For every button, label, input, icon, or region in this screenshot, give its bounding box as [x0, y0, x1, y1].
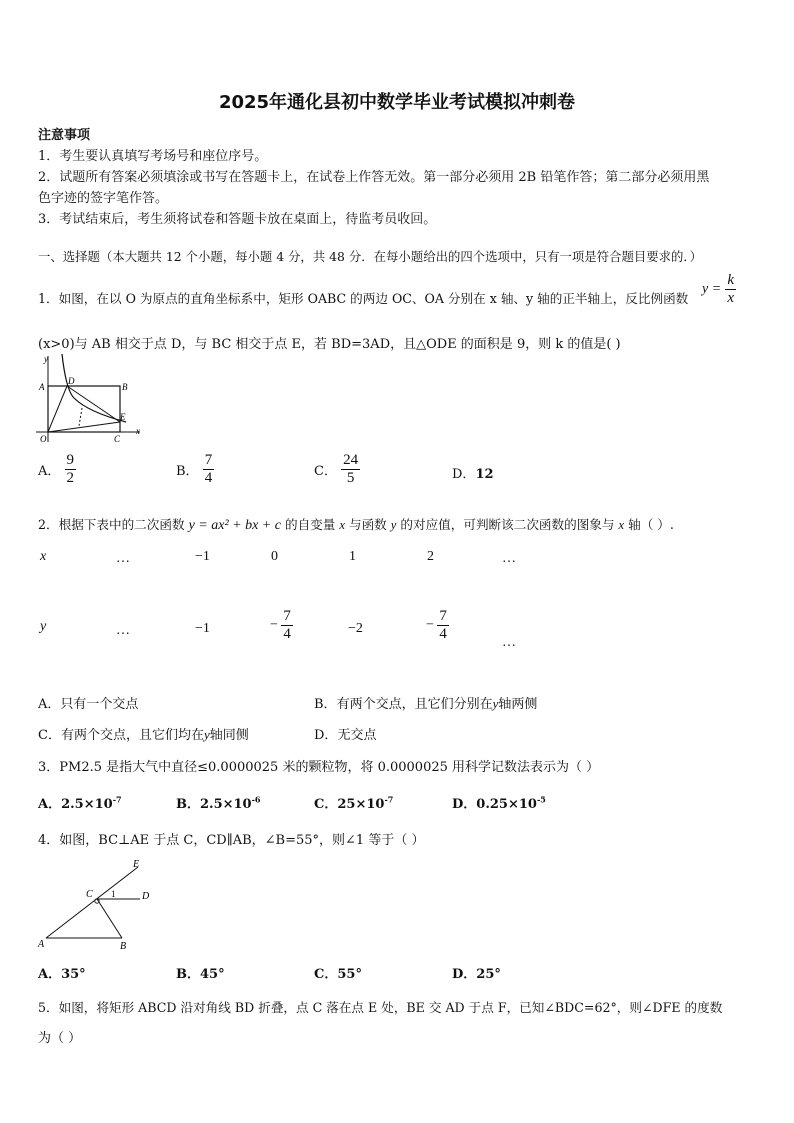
table-cell: 1	[349, 549, 356, 564]
table-cell-fraction	[270, 608, 293, 643]
section-heading: 一、选择题（本大题共 12 个小题，每小题 4 分，共 48 分．在每小题给出的四个选项中，只有一项是符合题目要求的．）	[38, 249, 702, 264]
fraction-sign: −	[426, 617, 434, 633]
option-fraction	[203, 452, 215, 487]
option-fraction	[341, 452, 360, 487]
option-exponent: -7	[112, 794, 122, 805]
option-label: C．	[38, 728, 61, 743]
figure-label: A	[39, 382, 45, 392]
table-cell: …	[116, 623, 130, 638]
option-label: A．	[38, 967, 62, 982]
option-text: 25×10	[337, 797, 385, 812]
fraction-numerator: 7	[439, 608, 447, 624]
figure-label: y	[44, 354, 48, 364]
table-cell: 0	[271, 549, 278, 564]
notice-item: 色字迹的签字笔作答。	[38, 191, 169, 206]
figure-label: D	[142, 891, 150, 902]
fraction-denominator: x	[727, 290, 734, 306]
option-label: D．	[452, 967, 477, 982]
fraction-numerator: 9	[66, 452, 75, 468]
figure-label: D	[68, 376, 75, 386]
table-cell: −2	[348, 621, 363, 636]
q2-variable: y	[390, 518, 397, 532]
q2-text-part: 2．根据下表中的二次函数	[38, 517, 185, 532]
figure-label: E	[133, 859, 140, 870]
fraction	[437, 608, 449, 643]
table-cell: −1	[195, 621, 210, 636]
q1-option-d[interactable]	[452, 463, 494, 482]
figure-label: x	[136, 426, 140, 436]
option-label: D．	[314, 728, 338, 743]
option-label: A．	[38, 697, 61, 712]
q5-text: 5．如图，将矩形 ABCD 沿对角线 BD 折叠，点 C 落在点 E 处，BE 交 AD 于点 F，已知∠BDC=62°，则∠DFE 的度数	[38, 1000, 723, 1015]
q1-text-continued: (x>0)与 AB 相交于点 D，与 BC 相交于点 E，若 BD=3AD，且△ODE 的面积是 9，则 k 的值是( )	[38, 337, 621, 352]
option-label: B．	[314, 697, 337, 712]
option-text: 12	[475, 467, 494, 482]
table-header-y: y	[40, 619, 47, 634]
q2-text-part: 的对应值，可判断该二次函数的图象与	[400, 517, 615, 532]
option-variable: y	[492, 696, 499, 711]
notice-item: 3．考试结束后，考生须将试卷和答题卡放在桌面上，待监考员收回。	[38, 212, 437, 227]
fraction	[281, 608, 293, 643]
formula-lhs: y =	[702, 281, 722, 297]
fraction-denominator: 5	[346, 470, 355, 486]
option-text: 55°	[337, 967, 362, 982]
q1-text: 1．如图，在以 O 为原点的直角坐标系中，矩形 OABC 的两边 OC、OA 分别在 x 轴、y 轴的正半轴上，反比例函数	[38, 291, 689, 306]
q2-option-d[interactable]	[314, 724, 376, 743]
fraction-denominator: 2	[66, 470, 75, 486]
option-label: B．	[176, 797, 200, 812]
option-text: 无交点	[337, 728, 377, 743]
option-label: B．	[176, 967, 200, 982]
q1-formula	[702, 272, 736, 307]
option-exponent: -5	[536, 794, 546, 805]
fraction-denominator: 4	[439, 626, 447, 642]
option-text: 轴同侧	[209, 728, 249, 743]
q4-option-d[interactable]	[452, 963, 501, 982]
fraction-numerator: 7	[283, 608, 291, 624]
q3-option-d[interactable]	[452, 793, 546, 812]
option-label: C．	[314, 464, 337, 479]
table-cell-fraction	[426, 608, 449, 643]
fraction-numerator: 24	[343, 452, 359, 468]
notice-heading: 注意事项	[38, 128, 91, 143]
option-text: 2.5×10	[200, 797, 252, 812]
q5-text-continued: 为（ ）	[38, 1031, 82, 1046]
option-label: A．	[38, 797, 62, 812]
figure-label: E	[120, 412, 126, 422]
option-label: C．	[314, 797, 338, 812]
q1-option-b[interactable]	[176, 452, 214, 487]
formula-fraction	[725, 272, 736, 307]
q3-text: 3．PM2.5 是指大气中直径≤0.0000025 米的颗粒物，将 0.0000025 用科学记数法表示为（ ）	[38, 760, 600, 775]
option-text: 45°	[200, 967, 225, 982]
q3-option-a[interactable]	[38, 793, 122, 812]
option-text: 轴两侧	[498, 697, 538, 712]
notice-item: 2．试题所有答案必须填涂或书写在答题卡上，在试卷上作答无效。第一部分必须用 2B 铅笔作答；第二部分必须用黑	[38, 170, 710, 185]
q1-figure	[36, 350, 146, 445]
page-title: 2025年通化县初中数学毕业考试模拟冲刺卷	[218, 92, 576, 113]
table-cell: …	[116, 551, 130, 566]
q4-text: 4．如图，BC⊥AE 于点 C，CD∥AB，∠B=55°，则∠1 等于（ ）	[38, 833, 425, 848]
option-label: C．	[314, 967, 338, 982]
table-cell: …	[502, 635, 516, 650]
option-label: D．	[452, 467, 476, 482]
figure-label: B	[120, 941, 127, 952]
q2-variable: x	[339, 518, 345, 532]
option-label: B．	[176, 464, 199, 479]
option-text: 有两个交点，且它们均在	[60, 728, 204, 743]
figure-label: C	[114, 434, 121, 444]
option-text: 25°	[476, 967, 501, 982]
table-cell: −1	[195, 549, 210, 564]
q2-text-part: 轴（ ）.	[628, 517, 674, 532]
option-variable: y	[203, 727, 210, 742]
q2-option-a[interactable]	[38, 693, 138, 712]
q2-text-part: 的自变量	[284, 517, 336, 532]
q3-option-b[interactable]	[176, 793, 261, 812]
q1-option-c[interactable]	[314, 452, 360, 487]
q2-option-c[interactable]	[38, 724, 249, 743]
option-exponent: -6	[251, 794, 261, 805]
table-cell: …	[502, 551, 516, 566]
q2-text-part: 与函数	[348, 517, 387, 532]
fraction-numerator: k	[727, 272, 734, 288]
option-exponent: -7	[384, 794, 394, 805]
option-fraction	[65, 452, 77, 487]
q2-formula: y = ax² + bx + c	[188, 518, 281, 533]
notice-item: 1．考生要认真填写考场号和座位序号。	[38, 149, 268, 164]
table-cell: 2	[427, 549, 434, 564]
option-label: A．	[38, 464, 61, 479]
fraction-denominator: 4	[204, 470, 213, 486]
q4-figure	[36, 855, 166, 955]
q2-text	[38, 514, 674, 534]
option-text: 2.5×10	[61, 797, 113, 812]
figure-label: 1	[111, 889, 116, 899]
figure-label: B	[122, 382, 128, 392]
table-header-x: x	[40, 549, 47, 564]
option-label: D．	[452, 797, 477, 812]
option-text: 只有一个交点	[60, 697, 139, 712]
q4-option-a[interactable]	[38, 963, 86, 982]
q1-option-a[interactable]	[38, 452, 76, 487]
figure-label: O	[40, 434, 47, 444]
fraction-sign: −	[270, 617, 278, 633]
fraction-numerator: 7	[204, 452, 213, 468]
q3-option-c[interactable]	[314, 793, 393, 812]
option-text: 0.25×10	[476, 797, 537, 812]
figure-label: C	[86, 889, 93, 900]
q4-option-b[interactable]	[176, 963, 225, 982]
option-text: 有两个交点，且它们分别在	[336, 697, 493, 712]
figure-label: A	[38, 939, 45, 950]
q2-variable: x	[618, 518, 625, 532]
option-text: 35°	[61, 967, 86, 982]
q4-option-c[interactable]	[314, 963, 362, 982]
fraction-denominator: 4	[283, 626, 291, 642]
q2-option-b[interactable]	[314, 693, 537, 712]
